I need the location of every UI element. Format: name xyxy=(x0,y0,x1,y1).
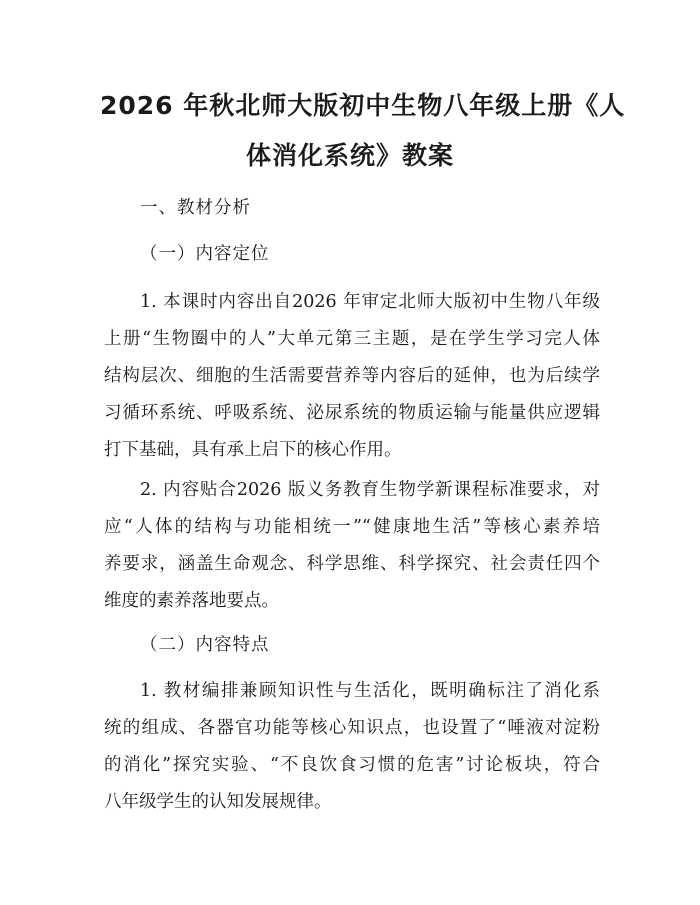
paragraph-content-features-1 xyxy=(104,673,600,821)
paragraph-line: 习循环系统、呼吸系统、泌尿系统的物质运输与能量供应逻辑 xyxy=(104,403,600,423)
paragraph-line: 1. 本课时内容出自2026 年审定北师大版初中生物八年级 xyxy=(140,292,600,312)
subsection-heading-content-features: （二）内容特点 xyxy=(140,635,270,655)
paragraph-line: 的消化”探究实验、“不良饮食习惯的危害”讨论板块，符合 xyxy=(104,755,600,775)
paragraph-line: 维度的素养落地要点。 xyxy=(104,591,279,611)
paragraph-content-positioning-2 xyxy=(104,472,600,620)
paragraph-line: 2. 内容贴合2026 版义务教育生物学新课程标准要求，对 xyxy=(140,480,600,500)
paragraph-line: 统的组成、各器官功能等核心知识点，也设置了“唾液对淀粉 xyxy=(104,718,600,738)
paragraph-line: 上册“生物圈中的人”大单元第三主题，是在学生学习完人体 xyxy=(104,329,600,349)
paragraph-line: 1. 教材编排兼顾知识性与生活化，既明确标注了消化系 xyxy=(140,681,600,701)
paragraph-line: 打下基础，具有承上启下的核心作用。 xyxy=(104,440,402,460)
paragraph-content-positioning-1 xyxy=(104,284,600,469)
paragraph-line: 结构层次、细胞的生活需要营养等内容后的延伸，也为后续学 xyxy=(104,366,600,386)
paragraph-line: 应“人体的结构与功能相统一”“健康地生活”等核心素养培 xyxy=(104,517,600,537)
paragraph-line: 养要求，涵盖生命观念、科学思维、科学探究、社会责任四个 xyxy=(104,554,600,574)
subsection-heading-content-positioning: （一）内容定位 xyxy=(140,244,270,264)
document-title-line-2: 体消化系统》教案 xyxy=(245,141,454,170)
paragraph-line: 八年级学生的认知发展规律。 xyxy=(104,792,332,812)
section-heading-teaching-material-analysis: 一、教材分析 xyxy=(140,198,251,218)
document-title-line-1: 2026 年秋北师大版初中生物八年级上册《人 xyxy=(100,91,626,120)
